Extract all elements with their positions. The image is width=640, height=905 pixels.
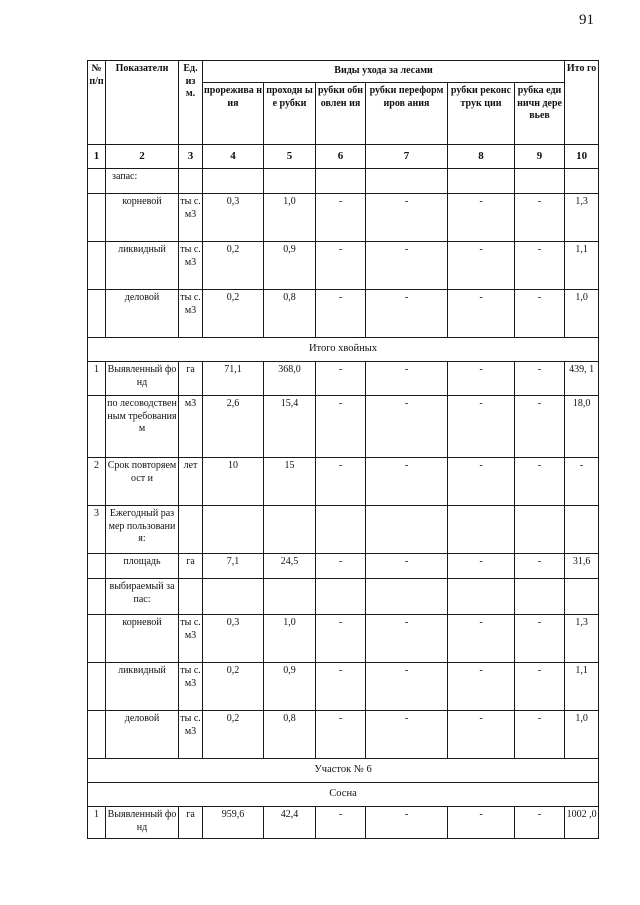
row-value: -: [366, 194, 448, 242]
header-sub-passage-cutting: проходн ые рубки: [264, 83, 316, 145]
row-value: -: [515, 242, 565, 290]
row-value: 7,1: [203, 554, 264, 579]
row-value: [316, 506, 366, 554]
row-value: -: [316, 807, 366, 839]
row-value: -: [515, 554, 565, 579]
row-num: [88, 194, 106, 242]
row-total: 439, 1: [565, 362, 599, 396]
row-value: -: [366, 458, 448, 506]
row-value: [515, 506, 565, 554]
row-indicator: ликвидный: [106, 242, 179, 290]
row-unit: ты с. м3: [179, 194, 203, 242]
row-num: [88, 711, 106, 759]
column-number: 4: [203, 145, 264, 169]
row-value: 0,3: [203, 615, 264, 663]
row-total: [565, 579, 599, 615]
column-number: 5: [264, 145, 316, 169]
row-value: 0,2: [203, 242, 264, 290]
column-number: 10: [565, 145, 599, 169]
row-num: 1: [88, 362, 106, 396]
row-value: [264, 579, 316, 615]
page-number: 91: [579, 12, 594, 28]
row-value: 0,9: [264, 663, 316, 711]
row-value: -: [448, 554, 515, 579]
header-unit: Ед. из м.: [179, 61, 203, 145]
section-title: Сосна: [88, 783, 599, 807]
row-unit: ты с. м3: [179, 290, 203, 338]
row-indicator: деловой: [106, 290, 179, 338]
table-row: [88, 554, 599, 579]
row-indicator: по лесоводствен ным требованиям: [106, 396, 179, 458]
table-row: [88, 458, 599, 506]
column-number: 7: [366, 145, 448, 169]
row-value: [515, 579, 565, 615]
row-value: [366, 579, 448, 615]
row-value: 1,0: [264, 194, 316, 242]
row-value: -: [316, 615, 366, 663]
row-value: 0,2: [203, 290, 264, 338]
header-total: Ито го: [565, 61, 599, 145]
table-row: [88, 711, 599, 759]
row-value: 0,8: [264, 290, 316, 338]
row-value: 0,3: [203, 194, 264, 242]
row-total: [565, 506, 599, 554]
section-row: [88, 759, 599, 783]
row-value: [203, 169, 264, 194]
row-value: -: [316, 242, 366, 290]
row-value: 42,4: [264, 807, 316, 839]
row-value: -: [448, 396, 515, 458]
row-value: -: [515, 663, 565, 711]
row-value: -: [448, 807, 515, 839]
row-unit: [179, 506, 203, 554]
row-value: -: [366, 362, 448, 396]
row-value: -: [316, 663, 366, 711]
row-value: 0,9: [264, 242, 316, 290]
row-unit: га: [179, 554, 203, 579]
row-value: 15,4: [264, 396, 316, 458]
row-value: -: [448, 362, 515, 396]
row-value: [264, 169, 316, 194]
row-value: 1,0: [264, 615, 316, 663]
table-row: [88, 362, 599, 396]
row-unit: ты с. м3: [179, 663, 203, 711]
row-value: -: [316, 396, 366, 458]
row-num: [88, 579, 106, 615]
table-row: [88, 579, 599, 615]
row-value: [264, 506, 316, 554]
header-indicator: Показатели: [106, 61, 179, 145]
column-number: 9: [515, 145, 565, 169]
row-value: 0,2: [203, 711, 264, 759]
header-sub-renewal-cutting: рубки обновлен ия: [316, 83, 366, 145]
row-value: [316, 579, 366, 615]
row-num: [88, 169, 106, 194]
row-value: [366, 506, 448, 554]
table-row: [88, 169, 599, 194]
header-sub-reformation-cutting: рубки переформиров ания: [366, 83, 448, 145]
header-sub-reconstruction-cutting: рубки реконструк ции: [448, 83, 515, 145]
row-value: -: [366, 242, 448, 290]
row-value: -: [448, 242, 515, 290]
row-total: 1,0: [565, 711, 599, 759]
row-num: [88, 242, 106, 290]
row-value: [515, 169, 565, 194]
row-value: -: [448, 290, 515, 338]
column-number: 3: [179, 145, 203, 169]
row-value: -: [448, 615, 515, 663]
table-row: [88, 242, 599, 290]
table-body: [88, 145, 599, 839]
row-indicator: выбираемый запас:: [106, 579, 179, 615]
row-indicator: корневой: [106, 194, 179, 242]
row-value: -: [366, 396, 448, 458]
row-value: 2,6: [203, 396, 264, 458]
row-indicator: ликвидный: [106, 663, 179, 711]
column-number: 1: [88, 145, 106, 169]
row-value: -: [515, 194, 565, 242]
row-num: [88, 554, 106, 579]
row-value: 71,1: [203, 362, 264, 396]
forest-care-table: [87, 60, 599, 839]
row-total: 1,1: [565, 663, 599, 711]
row-value: -: [448, 194, 515, 242]
row-value: 15: [264, 458, 316, 506]
row-indicator: Выявленный фонд: [106, 362, 179, 396]
header-sub-thinning: прорежива ния: [203, 83, 264, 145]
row-value: -: [366, 711, 448, 759]
row-indicator: Выявленный фонд: [106, 807, 179, 839]
row-value: [448, 169, 515, 194]
row-unit: ты с. м3: [179, 242, 203, 290]
row-value: -: [515, 362, 565, 396]
row-indicator: площадь: [106, 554, 179, 579]
row-unit: лет: [179, 458, 203, 506]
table-row: [88, 194, 599, 242]
row-value: -: [366, 807, 448, 839]
header-sub-single-tree-cutting: рубка единичн деревьев: [515, 83, 565, 145]
row-unit: ты с. м3: [179, 615, 203, 663]
section-row: [88, 338, 599, 362]
row-value: -: [515, 711, 565, 759]
row-unit: га: [179, 807, 203, 839]
row-unit: [179, 579, 203, 615]
row-num: 2: [88, 458, 106, 506]
row-unit: ты с. м3: [179, 711, 203, 759]
row-value: [316, 169, 366, 194]
row-indicator: корневой: [106, 615, 179, 663]
row-value: -: [515, 290, 565, 338]
row-total: 1002 ,0: [565, 807, 599, 839]
table-row: [88, 396, 599, 458]
row-value: [448, 579, 515, 615]
row-num: 3: [88, 506, 106, 554]
row-value: -: [448, 458, 515, 506]
table-row: [88, 615, 599, 663]
row-value: -: [366, 554, 448, 579]
row-value: 0,2: [203, 663, 264, 711]
row-value: -: [448, 711, 515, 759]
row-value: -: [366, 615, 448, 663]
row-num: [88, 663, 106, 711]
row-value: -: [515, 615, 565, 663]
row-value: -: [316, 290, 366, 338]
row-total: 1,1: [565, 242, 599, 290]
row-unit: м3: [179, 396, 203, 458]
row-value: [448, 506, 515, 554]
row-num: [88, 615, 106, 663]
table-row: [88, 663, 599, 711]
row-value: 959,6: [203, 807, 264, 839]
row-num: [88, 396, 106, 458]
row-num: 1: [88, 807, 106, 839]
row-value: -: [515, 458, 565, 506]
table-row: [88, 506, 599, 554]
row-value: -: [316, 711, 366, 759]
row-value: -: [316, 554, 366, 579]
row-value: -: [366, 290, 448, 338]
row-value: -: [366, 663, 448, 711]
section-title: Итого хвойных: [88, 338, 599, 362]
header-group-title: Виды ухода за лесами: [203, 61, 565, 83]
row-value: 24,5: [264, 554, 316, 579]
table-header: [88, 61, 599, 145]
row-value: -: [448, 663, 515, 711]
row-total: 1,3: [565, 615, 599, 663]
section-row: [88, 783, 599, 807]
row-value: [203, 506, 264, 554]
row-num: [88, 290, 106, 338]
row-value: -: [316, 458, 366, 506]
row-total: [565, 169, 599, 194]
row-indicator: Ежегодный размер пользования:: [106, 506, 179, 554]
table-row: [88, 290, 599, 338]
column-number: 2: [106, 145, 179, 169]
row-total: 1,0: [565, 290, 599, 338]
table-row: [88, 807, 599, 839]
row-value: -: [316, 362, 366, 396]
row-value: -: [515, 396, 565, 458]
row-value: [203, 579, 264, 615]
row-total: 1,3: [565, 194, 599, 242]
header-num: № п/п: [88, 61, 106, 145]
section-title: Участок № 6: [88, 759, 599, 783]
column-number-row: [88, 145, 599, 169]
row-total: -: [565, 458, 599, 506]
row-indicator: Срок повторяемост и: [106, 458, 179, 506]
row-value: 0,8: [264, 711, 316, 759]
row-value: -: [316, 194, 366, 242]
row-total: 31,6: [565, 554, 599, 579]
row-indicator: деловой: [106, 711, 179, 759]
row-indicator: запас:: [106, 169, 179, 194]
row-value: [366, 169, 448, 194]
row-unit: га: [179, 362, 203, 396]
row-value: 10: [203, 458, 264, 506]
row-value: 368,0: [264, 362, 316, 396]
column-number: 8: [448, 145, 515, 169]
row-unit: [179, 169, 203, 194]
row-value: -: [515, 807, 565, 839]
row-total: 18,0: [565, 396, 599, 458]
column-number: 6: [316, 145, 366, 169]
